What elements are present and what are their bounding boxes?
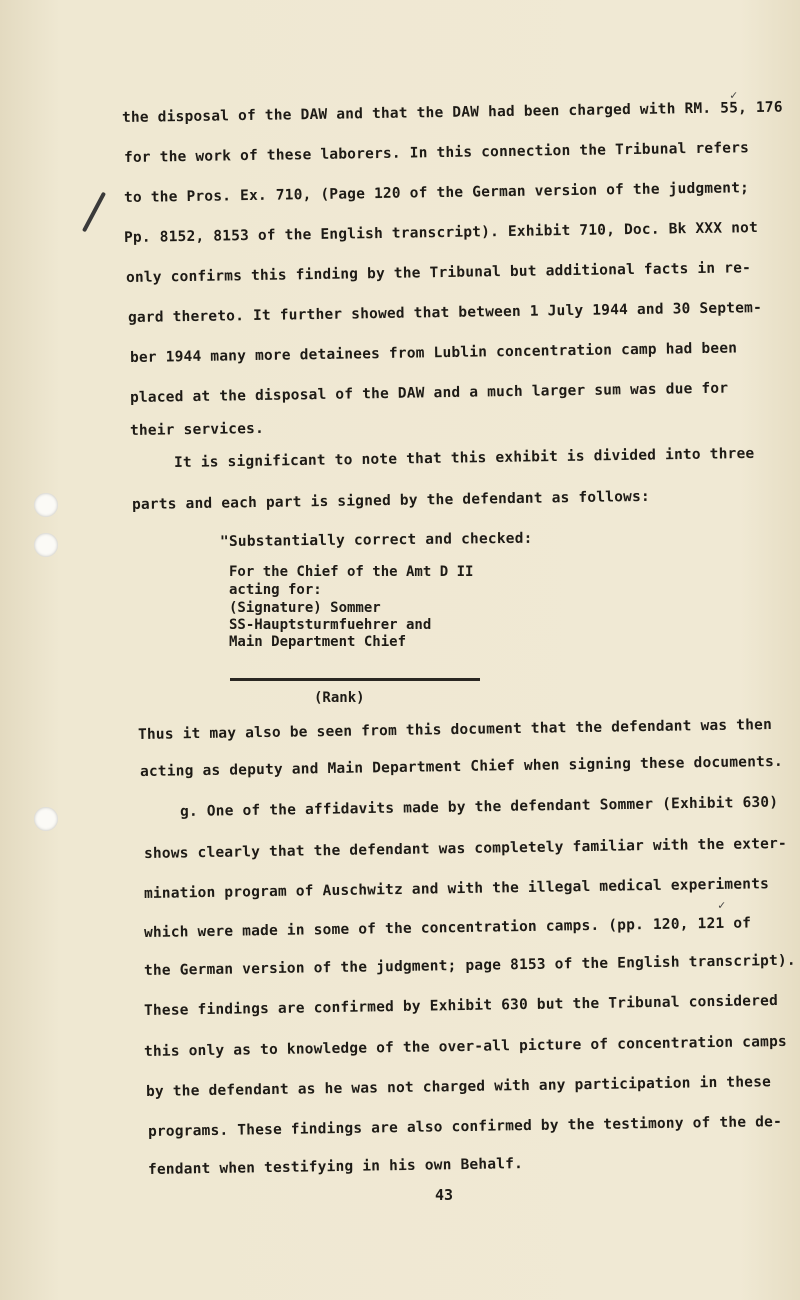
text-line: fendant when testifying in his own Behalf. xyxy=(147,1156,524,1178)
punch-hole xyxy=(34,807,58,831)
text-line: gard thereto. It further showed that between 1 July 1944 and 30 Septem- xyxy=(127,300,763,326)
text-line: mination program of Auschwitz and with the illegal medical experiments xyxy=(143,876,770,902)
text-line: which were made in some of the concentration camps. (pp. 120, 121 of xyxy=(143,915,752,941)
rank-label: (Rank) xyxy=(314,690,365,706)
pencil-mark xyxy=(82,192,106,233)
signature-line: For the Chief of the Amt D II xyxy=(229,564,474,580)
text-line: Pp. 8152, 8153 of the English transcript). Exhibit 710, Doc. Bk XXX not xyxy=(123,220,759,246)
pencil-tick: ✓ xyxy=(718,898,726,912)
punch-hole xyxy=(34,493,58,517)
text-line: shows clearly that the defendant was completely familiar with the exter- xyxy=(143,835,787,862)
page-number: 43 xyxy=(435,1186,454,1204)
text-line: to the Pros. Ex. 710, (Page 120 of the German version of the judgment; xyxy=(123,180,750,206)
text-line: for the work of these laborers. In this connection the Tribunal refers xyxy=(123,140,750,166)
signature-line: SS-Hauptsturmfuehrer and xyxy=(229,617,432,633)
text-line: ber 1944 many more detainees from Lublin concentration camp had been xyxy=(129,340,738,366)
text-line: the disposal of the DAW and that the DAW had been charged with RM. 55, 176 xyxy=(121,99,783,126)
text-line: Thus it may also be seen from this document that the defendant was then xyxy=(137,717,773,743)
text-line: by the defendant as he was not charged with any participation in these xyxy=(145,1074,772,1100)
text-line: only confirms this finding by the Tribunal but additional facts in re- xyxy=(125,260,752,286)
text-line: the German version of the judgment; page 8153 of the English transcript). xyxy=(143,952,796,979)
quote-intro: "Substantially correct and checked: xyxy=(219,530,533,550)
signature-line: acting for: xyxy=(229,582,322,598)
text-line: their services. xyxy=(129,420,265,439)
text-line: acting as deputy and Main Department Chief when signing these documents. xyxy=(139,753,783,780)
punch-hole xyxy=(34,533,58,557)
text-line: programs. These findings are also confirmed by the testimony of the de- xyxy=(147,1114,783,1140)
text-line: g. One of the affidavits made by the defendant Sommer (Exhibit 630) xyxy=(179,794,779,820)
signature-line: (Signature) Sommer xyxy=(229,600,381,616)
text-line: It is significant to note that this exhibit is divided into three xyxy=(173,445,755,471)
text-line: parts and each part is signed by the defendant as follows: xyxy=(131,488,650,513)
signature-rule xyxy=(230,678,480,681)
text-line: These findings are confirmed by Exhibit 630 but the Tribunal considered xyxy=(143,993,779,1019)
pencil-tick: ✓ xyxy=(730,88,738,102)
text-line: placed at the disposal of the DAW and a much larger sum was due for xyxy=(129,380,729,406)
signature-line: Main Department Chief xyxy=(229,634,407,650)
text-line: this only as to knowledge of the over-all picture of concentration camps xyxy=(143,1033,787,1060)
